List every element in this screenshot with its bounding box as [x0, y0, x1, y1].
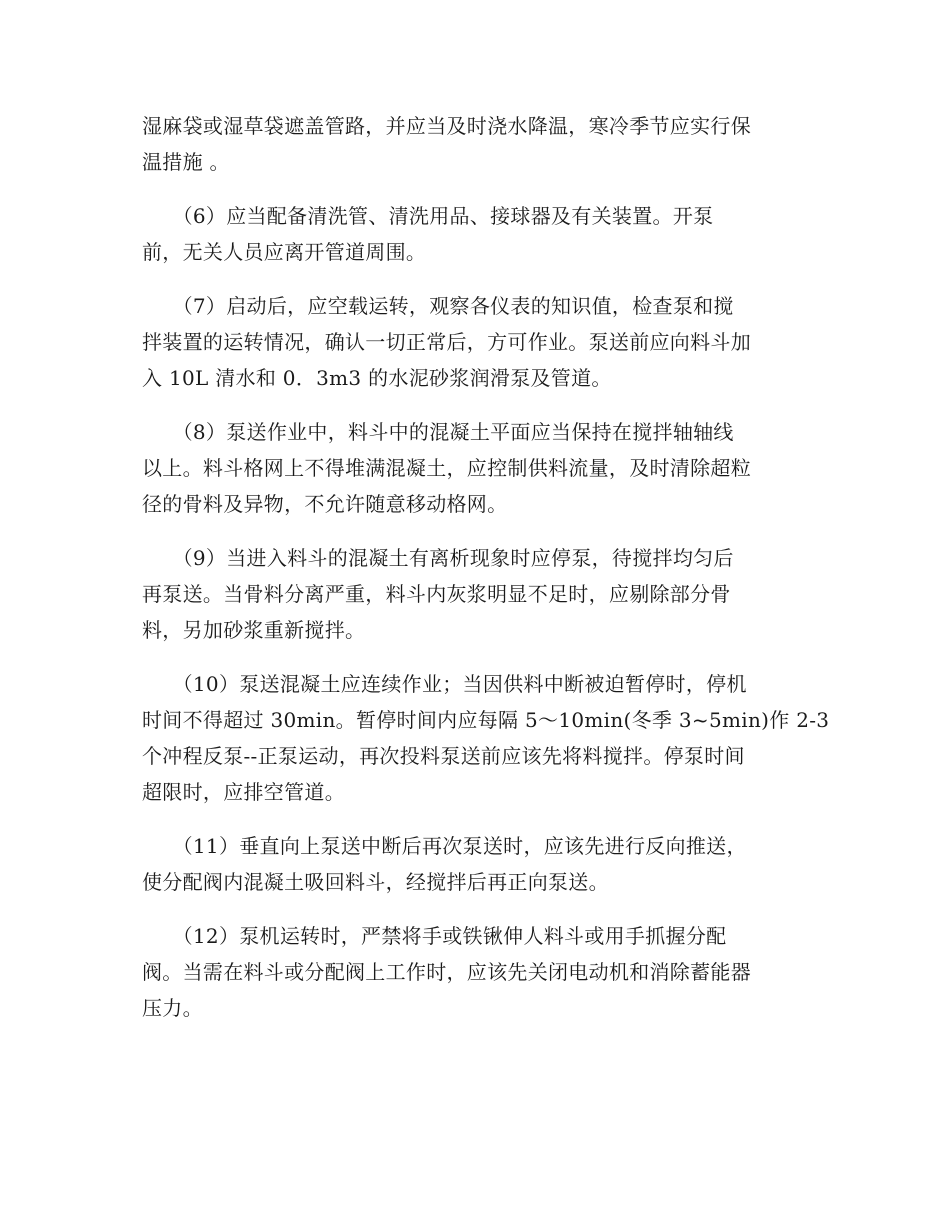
text-line: 拌装置的运转情况，确认一切正常后，方可作业。泵送前应向料斗加	[142, 330, 751, 354]
text-line: （9）当进入料斗的混凝土有离析现象时应停泵，待搅拌均匀后	[142, 546, 734, 570]
text-line: 以上。料斗格网上不得堆满混凝土，应控制供料流量，及时清除超粒	[142, 456, 751, 480]
text-line: 湿麻袋或湿草袋遮盖管路，并应当及时浇水降温，寒冷季节应实行保	[142, 114, 751, 138]
text-line: （11）垂直向上泵送中断后再次泵送时，应该先进行反向推送，	[142, 834, 747, 858]
text-line: 径的骨料及异物，不允许随意移动格网。	[142, 492, 508, 516]
text-line: 阀。当需在料斗或分配阀上工作时，应该先关闭电动机和消除蓄能器	[142, 960, 751, 984]
text-line: （12）泵机运转时，严禁将手或铁锹伸人料斗或用手抓握分配	[142, 924, 727, 948]
text-line: 再泵送。当骨料分离严重，料斗内灰浆明显不足时，应剔除部分骨	[142, 582, 731, 606]
text-line: （7）启动后，应空载运转，观察各仪表的知识值，检查泵和搅	[142, 294, 734, 318]
text-line: （8）泵送作业中，料斗中的混凝土平面应当保持在搅拌轴轴线	[142, 420, 734, 444]
text-line: 时间不得超过 30min。暂停时间内应每隔 5～10min(冬季 3~5min)作 2-3	[142, 708, 830, 732]
text-line: （10）泵送混凝土应连续作业；当因供料中断被迫暂停时，停机	[142, 672, 747, 696]
text-line: 温措施 。	[142, 150, 230, 174]
text-line: 使分配阀内混凝土吸回料斗，经搅拌后再正向泵送。	[142, 870, 609, 894]
text-line: 料，另加砂浆重新搅拌。	[142, 618, 366, 642]
text-line: 前，无关人员应离开管道周围。	[142, 240, 427, 264]
text-line: 入 10L 清水和 0．3m3 的水泥砂浆润滑泵及管道。	[142, 366, 612, 390]
text-line: （6）应当配备清洗管、清洗用品、接球器及有关装置。开泵	[142, 204, 714, 228]
text-line: 超限时，应排空管道。	[142, 780, 345, 804]
text-line: 个冲程反泵--正泵运动，再次投料泵送前应该先将料搅拌。停泵时间	[142, 744, 745, 768]
text-line: 压力。	[142, 996, 203, 1020]
